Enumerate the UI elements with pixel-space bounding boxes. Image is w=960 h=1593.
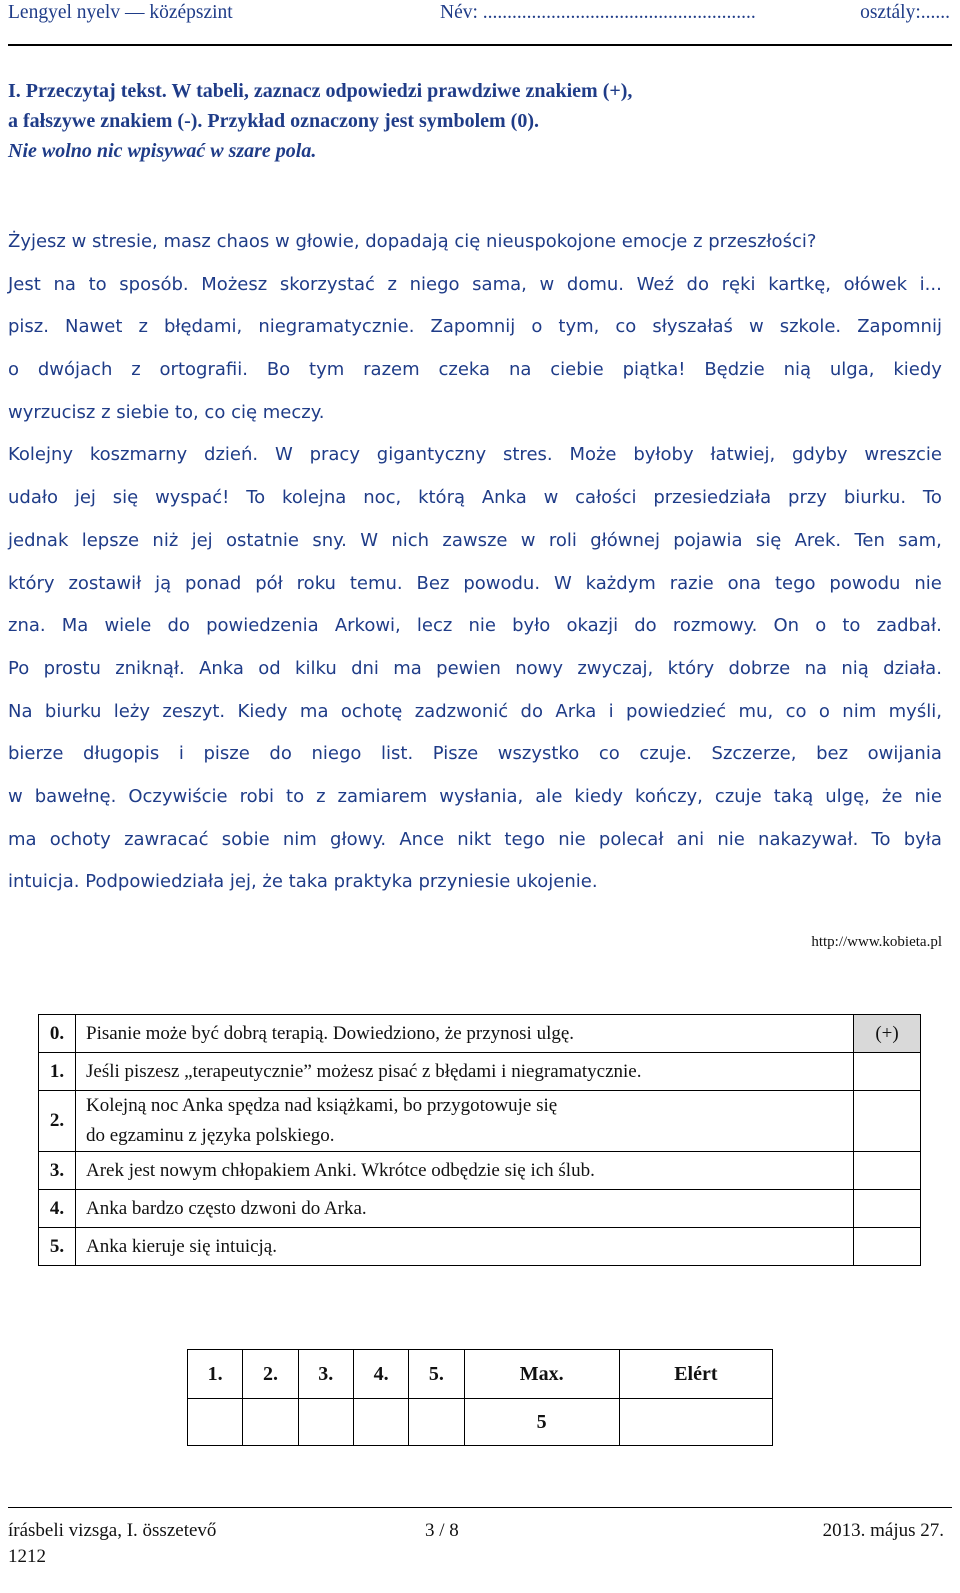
source-url: http://www.kobieta.pl bbox=[811, 934, 942, 950]
text-word: z bbox=[131, 359, 141, 381]
text-word: czuje. bbox=[639, 743, 692, 765]
text-word: Ten bbox=[854, 529, 885, 551]
text-word: powiedzenia bbox=[206, 615, 319, 637]
text-word: Kiedy bbox=[237, 700, 288, 722]
text-word: kiedy bbox=[893, 359, 942, 381]
text-word: w bbox=[520, 529, 536, 551]
statements-table bbox=[38, 1014, 921, 1266]
text-word: kończy, bbox=[634, 785, 703, 807]
text-word: tego bbox=[774, 572, 816, 594]
text-word: razie bbox=[669, 572, 714, 594]
text-word: nie bbox=[914, 785, 942, 807]
text-word: ale bbox=[535, 785, 563, 807]
text-word: ma bbox=[8, 828, 37, 850]
header-name-field: Név: ........................................................ bbox=[440, 2, 756, 23]
text-line bbox=[8, 691, 942, 734]
text-word: bawełnę. bbox=[34, 785, 117, 807]
text-word: od bbox=[258, 657, 281, 679]
text-word: biurku. bbox=[843, 487, 907, 509]
text-word: zostawił bbox=[68, 572, 142, 594]
text-word: każdym bbox=[585, 572, 656, 594]
text-word: dzień. bbox=[204, 444, 259, 466]
text-word: Bez bbox=[416, 572, 450, 594]
text-word: który bbox=[667, 657, 715, 679]
text-line bbox=[8, 477, 942, 520]
text-word: sobie bbox=[221, 828, 270, 850]
header-class-field: osztály:...... bbox=[860, 2, 950, 23]
text-word: Bo bbox=[266, 359, 291, 381]
statement-line: do egzaminu z języka polskiego. bbox=[86, 1125, 335, 1146]
text-word: Nawet bbox=[65, 316, 123, 338]
text-word: Weź bbox=[636, 273, 674, 295]
text-word: skorzystać bbox=[279, 273, 375, 295]
text-word: na bbox=[53, 273, 76, 295]
text-word: Może bbox=[569, 444, 617, 466]
text-word: głównej bbox=[590, 529, 660, 551]
score-header-cell: Elért bbox=[619, 1350, 772, 1399]
text-word: ma bbox=[393, 657, 422, 679]
score-value-cell[interactable] bbox=[409, 1399, 464, 1446]
text-word: gigantyczny bbox=[376, 444, 487, 466]
text-word: Możesz bbox=[201, 273, 268, 295]
text-word: byłoby bbox=[633, 444, 694, 466]
text-word: prostu bbox=[43, 657, 101, 679]
text-word: i bbox=[178, 743, 184, 765]
statement-text bbox=[76, 1190, 854, 1228]
footer-date: 2013. május 27. bbox=[822, 1520, 944, 1541]
text-word: to bbox=[88, 273, 107, 295]
text-word: i... bbox=[919, 273, 942, 295]
text-word: długopis bbox=[83, 743, 160, 765]
text-word: pisze bbox=[203, 743, 250, 765]
text-word: Ance bbox=[399, 828, 445, 850]
text-word: okazji bbox=[566, 615, 619, 637]
text-word: przy bbox=[788, 487, 827, 509]
statement-number: 5. bbox=[39, 1228, 76, 1266]
score-header-row bbox=[188, 1350, 773, 1399]
statement-text bbox=[76, 1015, 854, 1053]
text-line bbox=[8, 648, 942, 691]
text-word: Arek. bbox=[794, 529, 842, 551]
text-word: z bbox=[316, 785, 326, 807]
text-word: ona bbox=[727, 572, 762, 594]
text-line bbox=[8, 733, 942, 776]
text-word: pewien bbox=[436, 657, 501, 679]
text-word: słyszałaś bbox=[652, 316, 733, 338]
text-word: sam, bbox=[898, 529, 942, 551]
statement-line: Kolejną noc Anka spędza nad książkami, bo przygotowuje się bbox=[86, 1095, 558, 1116]
text-word: W bbox=[360, 529, 379, 551]
text-word: zawracać bbox=[124, 828, 209, 850]
text-word: To bbox=[922, 487, 942, 509]
text-word: to bbox=[286, 785, 305, 807]
statement-text bbox=[76, 1152, 854, 1190]
statement-row bbox=[39, 1190, 921, 1228]
footer-page-number: 3 / 8 bbox=[425, 1520, 459, 1541]
text-word: kiedy bbox=[574, 785, 623, 807]
text-word: ręki bbox=[721, 273, 756, 295]
text-word: kilku bbox=[295, 657, 337, 679]
text-word: rozmowy. bbox=[672, 615, 758, 637]
text-word: pół bbox=[255, 572, 283, 594]
text-word: nie bbox=[914, 572, 942, 594]
text-word: tym, bbox=[558, 316, 600, 338]
answer-cell[interactable] bbox=[854, 1190, 921, 1228]
statement-number: 4. bbox=[39, 1190, 76, 1228]
text-word: o bbox=[818, 700, 830, 722]
text-word: nowy bbox=[515, 657, 564, 679]
score-header-cell: 4. bbox=[353, 1350, 408, 1399]
text-word: pisz. bbox=[8, 316, 49, 338]
text-word: sama, bbox=[472, 273, 527, 295]
text-word: wiele bbox=[104, 615, 152, 637]
text-word: On bbox=[773, 615, 800, 637]
text-word: powiedzieć bbox=[626, 700, 727, 722]
text-word: udało bbox=[8, 487, 58, 509]
instruction-line-1: I. Przeczytaj tekst. W tabeli, zaznacz odpowiedzi prawdziwe znakiem (+), bbox=[8, 80, 633, 102]
text-word: myśli, bbox=[888, 700, 942, 722]
text-word: się bbox=[755, 529, 782, 551]
text-line bbox=[8, 306, 942, 349]
text-word: Na bbox=[8, 700, 33, 722]
score-table bbox=[187, 1349, 773, 1446]
statement-row bbox=[39, 1091, 921, 1152]
text-word: zna. bbox=[8, 615, 46, 637]
text-word: zwyczaj, bbox=[577, 657, 654, 679]
text-word: kartkę, bbox=[768, 273, 832, 295]
text-word: wysłania, bbox=[439, 785, 524, 807]
text-word: lepsze bbox=[81, 529, 140, 551]
text-word: piątka! bbox=[622, 359, 686, 381]
text-word: czuje bbox=[714, 785, 762, 807]
text-word: jej bbox=[74, 487, 96, 509]
statement-line: Jeśli piszesz „terapeutycznie” możesz pisać z błędami i niegramatycznie. bbox=[86, 1060, 642, 1082]
text-word: Jest bbox=[8, 273, 41, 295]
text-word: taką bbox=[773, 785, 814, 807]
text-word: To bbox=[871, 828, 891, 850]
text-word: Kolejny bbox=[8, 444, 74, 466]
text-word: koszmarny bbox=[89, 444, 188, 466]
text-word: Oczywiście bbox=[128, 785, 228, 807]
text-word: powodu bbox=[829, 572, 901, 594]
text-line bbox=[8, 520, 942, 563]
text-word: bierze bbox=[8, 743, 64, 765]
text-word: pojawia bbox=[673, 529, 743, 551]
text-word: co bbox=[598, 743, 620, 765]
text-word: co bbox=[785, 700, 807, 722]
statement-text bbox=[76, 1053, 854, 1091]
score-header-cell: 1. bbox=[188, 1350, 243, 1399]
statement-line: Arek jest nowym chłopakiem Anki. Wkrótce odbędzie się ich ślub. bbox=[86, 1159, 595, 1181]
text-word: do bbox=[634, 615, 657, 637]
text-word: w bbox=[539, 273, 555, 295]
text-word: i bbox=[608, 700, 614, 722]
score-value-cell[interactable] bbox=[243, 1399, 298, 1446]
score-value-cell[interactable] bbox=[619, 1399, 772, 1446]
text-line bbox=[8, 563, 942, 606]
text-word: owijania bbox=[867, 743, 942, 765]
score-value-cell[interactable] bbox=[298, 1399, 353, 1446]
text-word: ołówek bbox=[843, 273, 908, 295]
header-subject: Lengyel nyelv — középszint bbox=[8, 2, 233, 23]
score-header-cell: 3. bbox=[298, 1350, 353, 1399]
text-word: jednak bbox=[8, 529, 69, 551]
text-word: polecał bbox=[598, 828, 664, 850]
text-word: W bbox=[274, 444, 293, 466]
text-line bbox=[8, 776, 942, 819]
statement-number: 0. bbox=[39, 1015, 76, 1053]
footer-divider bbox=[8, 1507, 952, 1508]
statement-row bbox=[39, 1053, 921, 1091]
text-word: o bbox=[531, 316, 543, 338]
answer-cell[interactable] bbox=[854, 1053, 921, 1091]
answer-cell[interactable] bbox=[854, 1091, 921, 1152]
text-word: ulga, bbox=[829, 359, 875, 381]
text-word: nie bbox=[558, 828, 586, 850]
statement-line: Pisanie może być dobrą terapią. Dowiedziono, że przynosi ulgę. bbox=[86, 1022, 575, 1044]
text-word: nim bbox=[282, 828, 317, 850]
page-header bbox=[8, 2, 952, 36]
text-word: ortografii. bbox=[159, 359, 248, 381]
task-instructions bbox=[8, 76, 938, 166]
text-word: działa. bbox=[883, 657, 942, 679]
text-word: wszystko bbox=[497, 743, 580, 765]
statement-text bbox=[76, 1091, 854, 1152]
text-word: który bbox=[8, 572, 55, 594]
text-word: gdyby bbox=[791, 444, 848, 466]
text-word: niegramatycznie. bbox=[258, 316, 415, 338]
statement-number: 3. bbox=[39, 1152, 76, 1190]
text-word: W bbox=[553, 572, 572, 594]
text-word: nią bbox=[783, 359, 812, 381]
text-word: Arka bbox=[555, 700, 597, 722]
score-value-row bbox=[188, 1399, 773, 1446]
text-word: Ma bbox=[61, 615, 89, 637]
text-word: Arkowi, bbox=[334, 615, 401, 637]
text-word: czeka bbox=[438, 359, 491, 381]
text-word: ochotę bbox=[340, 700, 403, 722]
text-word: Pisze bbox=[432, 743, 479, 765]
text-line bbox=[8, 264, 942, 307]
text-word: wreszcie bbox=[864, 444, 942, 466]
text-line bbox=[8, 434, 942, 477]
text-word: powodu. bbox=[463, 572, 541, 594]
text-word: nią bbox=[841, 657, 869, 679]
text-word: to bbox=[842, 615, 861, 637]
text-word: nie bbox=[468, 615, 496, 637]
text-word: zamiarem bbox=[337, 785, 428, 807]
text-word: temu. bbox=[349, 572, 403, 594]
text-word: jej bbox=[191, 529, 213, 551]
text-word: ani bbox=[676, 828, 705, 850]
text-word: roku bbox=[296, 572, 336, 594]
text-word: zadbał. bbox=[876, 615, 942, 637]
text-word: w bbox=[8, 785, 23, 807]
text-word: ma bbox=[299, 700, 329, 722]
instruction-line-2: a fałszywe znakiem (-). Przykład oznaczony jest symbolem (0). bbox=[8, 110, 540, 132]
text-line bbox=[8, 349, 942, 392]
text-word: kolejna bbox=[282, 487, 347, 509]
text-word: do bbox=[269, 743, 292, 765]
score-max-cell: 5 bbox=[464, 1399, 619, 1446]
text-word: dni bbox=[351, 657, 379, 679]
text-word: w bbox=[543, 487, 559, 509]
text-word: nakazywał. bbox=[758, 828, 859, 850]
text-word: ponad bbox=[185, 572, 242, 594]
text-word: sny. bbox=[312, 529, 347, 551]
text-word: było bbox=[512, 615, 551, 637]
text-word: niego bbox=[311, 743, 362, 765]
text-word: niego bbox=[409, 273, 460, 295]
text-word: z bbox=[387, 273, 397, 295]
text-word: do bbox=[167, 615, 190, 637]
text-word: niż bbox=[152, 529, 179, 551]
reading-text bbox=[8, 221, 942, 904]
text-word: ochoty bbox=[49, 828, 111, 850]
text-word: mu, bbox=[738, 700, 774, 722]
text-word: zeszyt. bbox=[162, 700, 226, 722]
answer-cell[interactable] bbox=[854, 1152, 921, 1190]
text-word: leży bbox=[113, 700, 150, 722]
text-word: Będzie bbox=[704, 359, 765, 381]
text-word: ostatnie bbox=[225, 529, 299, 551]
statement-row bbox=[39, 1015, 921, 1053]
text-word: była bbox=[903, 828, 942, 850]
text-word: nie bbox=[717, 828, 745, 850]
instruction-line-3: Nie wolno nic wpisywać w szare pola. bbox=[8, 140, 317, 162]
text-word: o bbox=[8, 359, 20, 381]
text-word: Zapomnij bbox=[430, 316, 516, 338]
text-word: Anka bbox=[199, 657, 244, 679]
text-word: nim bbox=[842, 700, 877, 722]
text-word: błędami, bbox=[163, 316, 243, 338]
statement-number: 2. bbox=[39, 1091, 76, 1152]
text-line: Żyjesz w stresie, masz chaos w głowie, dopadają cię nieuspokojone emocje z przeszłości? bbox=[8, 231, 817, 252]
text-word: na bbox=[804, 657, 828, 679]
text-word: w bbox=[748, 316, 764, 338]
text-word: że bbox=[881, 785, 903, 807]
text-word: z bbox=[138, 316, 148, 338]
text-word: całości bbox=[575, 487, 637, 509]
text-word: łatwiej, bbox=[710, 444, 776, 466]
statement-line: Anka bardzo często dzwoni do Arka. bbox=[86, 1197, 367, 1219]
example-answer-cell: (+) bbox=[854, 1015, 921, 1053]
text-word: stres. bbox=[503, 444, 553, 466]
text-word: roli bbox=[548, 529, 577, 551]
text-word: sposób. bbox=[119, 273, 189, 295]
text-word: bez bbox=[816, 743, 849, 765]
text-word: głowy. bbox=[330, 828, 387, 850]
text-word: Zapomnij bbox=[857, 316, 942, 338]
text-word: nich bbox=[391, 529, 430, 551]
text-word: biurku bbox=[44, 700, 102, 722]
text-word: tego bbox=[504, 828, 545, 850]
text-word: wyspać! bbox=[155, 487, 230, 509]
text-word: razem bbox=[363, 359, 420, 381]
text-word: zniknął. bbox=[115, 657, 185, 679]
text-word: dwójach bbox=[37, 359, 113, 381]
text-line: intuicja. Podpowiedziała jej, że taka praktyka przyniesie ukojenie. bbox=[8, 871, 598, 893]
text-word: zawsze bbox=[442, 529, 508, 551]
statement-row bbox=[39, 1152, 921, 1190]
score-header-cell: 2. bbox=[243, 1350, 298, 1399]
answer-cell[interactable] bbox=[854, 1228, 921, 1266]
text-word: nikt bbox=[457, 828, 492, 850]
text-word: na bbox=[508, 359, 532, 381]
text-word: noc, bbox=[363, 487, 402, 509]
statement-row bbox=[39, 1228, 921, 1266]
text-word: do bbox=[520, 700, 543, 722]
text-line bbox=[8, 605, 942, 648]
text-word: list. bbox=[381, 743, 414, 765]
text-line bbox=[8, 819, 942, 862]
text-word: ciebie bbox=[550, 359, 604, 381]
text-word: którą bbox=[418, 487, 466, 509]
text-word: dobrze bbox=[728, 657, 791, 679]
header-divider bbox=[8, 44, 952, 46]
score-header-cell: 5. bbox=[409, 1350, 464, 1399]
text-word: zadzwonić bbox=[414, 700, 509, 722]
text-word: To bbox=[246, 487, 266, 509]
text-word: do bbox=[686, 273, 709, 295]
text-word: szkole. bbox=[779, 316, 842, 338]
text-word: ulgę, bbox=[825, 785, 870, 807]
text-word: Szczerze, bbox=[711, 743, 797, 765]
text-word: pracy bbox=[309, 444, 360, 466]
statement-text bbox=[76, 1228, 854, 1266]
footer-code: 1212 bbox=[8, 1546, 46, 1567]
text-word: o bbox=[815, 615, 827, 637]
text-word: robi bbox=[239, 785, 275, 807]
text-word: domu. bbox=[566, 273, 624, 295]
statement-number: 1. bbox=[39, 1053, 76, 1091]
text-line: wyrzucisz z siebie to, co cię meczy. bbox=[8, 401, 325, 423]
statement-line: Anka kieruje się intuicją. bbox=[86, 1235, 277, 1257]
text-word: przesiedziała bbox=[653, 487, 772, 509]
text-word: się bbox=[112, 487, 139, 509]
text-word: ją bbox=[155, 572, 172, 594]
text-word: co bbox=[615, 316, 637, 338]
score-value-cell[interactable] bbox=[353, 1399, 408, 1446]
score-value-cell[interactable] bbox=[188, 1399, 243, 1446]
text-word: tym bbox=[309, 359, 345, 381]
footer-exam-label: írásbeli vizsga, I. összetevő bbox=[8, 1520, 217, 1541]
score-header-cell: Max. bbox=[464, 1350, 619, 1399]
text-word: Po bbox=[8, 657, 30, 679]
text-word: lecz bbox=[416, 615, 453, 637]
text-word: Anka bbox=[481, 487, 527, 509]
